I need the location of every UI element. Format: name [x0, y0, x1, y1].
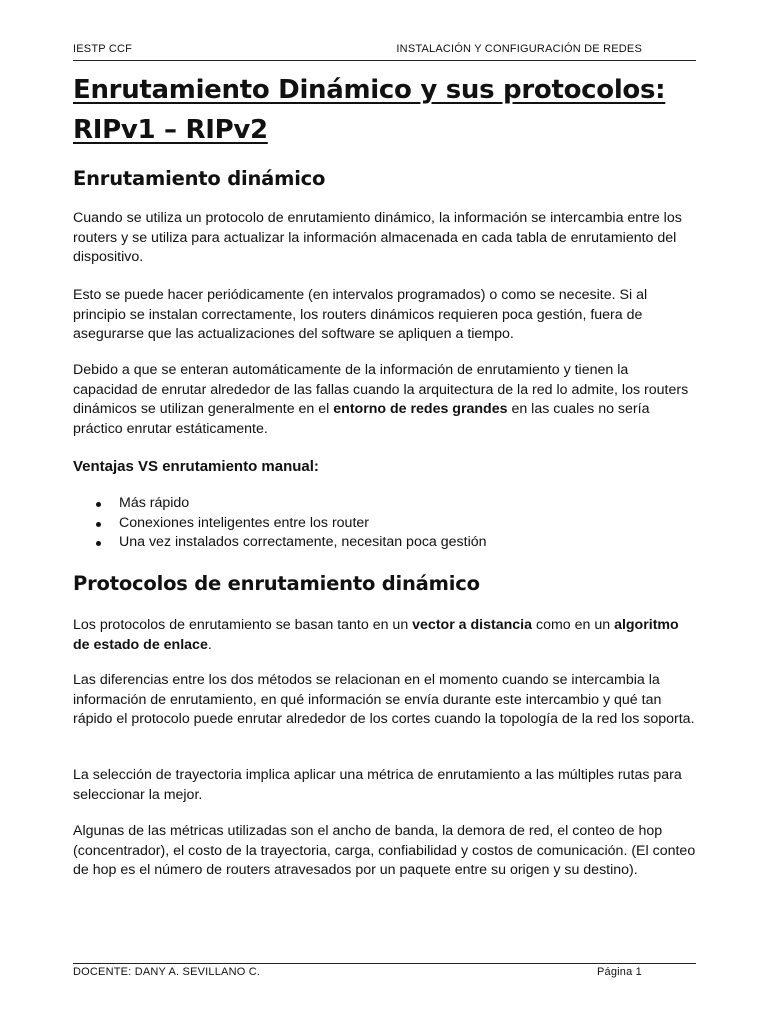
list-item: [73, 533, 487, 553]
paragraph-protocol-types-text-c: .: [207, 636, 212, 653]
list-item-text: Conexiones inteligentes entre los router: [119, 514, 370, 531]
paragraph-protocol-types-text-a: Los protocolos de enrutamiento se basan tanto en un: [73, 617, 413, 633]
bullet-icon: [96, 522, 101, 527]
vector-distancia-term: vector a distancia: [412, 617, 533, 633]
list-item-text: Más rápido: [119, 495, 190, 511]
document-page: [73, 0, 696, 1024]
footer-divider: [73, 963, 696, 964]
paragraph-large-networks-text-a: Debido a que se enteran automáticamente de la información de enrutamiento y tienen la capacidad de enrutar alrededor de las fallas cuando la arquitectura de la red lo admite, los routers dinámicos se utilizan generalmente en el: [73, 362, 689, 417]
bullet-icon: [96, 541, 101, 546]
section-heading-enrutamiento-dinamico: Enrutamiento dinámico: [73, 167, 326, 190]
header-course: INSTALACIÓN Y CONFIGURACIÓN DE REDES: [396, 43, 642, 55]
paragraph-metrics: Algunas de las métricas utilizadas son el ancho de banda, la demora de red, el conteo de hop (concentrador), el costo de la trayectoria, carga, confiabilidad y costos de comunicación. (El conteo de hop es el número de routers atravesados por un paquete entre su origen y su destino).: [73, 823, 696, 878]
paragraph-protocol-types-text-b: como en un: [532, 617, 615, 633]
page-title: [73, 70, 696, 150]
paragraph-large-networks: [73, 361, 696, 439]
paragraph-periodic: Esto se puede hacer periódicamente (en intervalos programados) o como se necesite. Si al principio se instalan correctamente, los routers dinámicos requieren poca gestión, fuera de asegurarse que las actualizaciones del software se apliquen a tiempo.: [73, 287, 648, 342]
paragraph-protocol-types: [73, 616, 696, 655]
page-title-line1: Enrutamiento Dinámico y sus protocolos:: [73, 75, 666, 105]
list-item: [73, 494, 487, 514]
footer-teacher: DOCENTE: DANY A. SEVILLANO C.: [73, 966, 261, 978]
bullet-icon: [96, 502, 101, 507]
page-title-line2: RIPv1 – RIPv2: [73, 115, 268, 145]
estado-enlace-term: algoritmo de estado de enlace: [73, 617, 679, 653]
footer-page-number: Página 1: [596, 966, 642, 978]
subheading-ventajas: Ventajas VS enrutamiento manual:: [73, 458, 319, 475]
header-divider: [73, 60, 696, 61]
paragraph-intro: Cuando se utiliza un protocolo de enrutamiento dinámico, la información se intercambia entre los routers y se utiliza para actualizar la información almacenada en cada tabla de enrutamiento del dispositivo.: [73, 210, 682, 265]
paragraph-large-networks-text-b: en las cuales no sería práctico enrutar estáticamente.: [73, 401, 650, 437]
paragraph-large-networks-bold: entorno de redes grandes: [333, 401, 508, 417]
header-institution: IESTP CCF: [73, 43, 133, 55]
paragraph-path-selection: La selección de trayectoria implica aplicar una métrica de enrutamiento a las múltiples rutas para seleccionar la mejor.: [73, 767, 682, 803]
paragraph-differences: Las diferencias entre los dos métodos se relacionan en el momento cuando se intercambia la información de enrutamiento, en qué información se envía durante este intercambio y qué tan rápido el protocolo puede enrutar alrededor de los cortes cuando la topología de la red los soporta.: [73, 672, 695, 727]
advantages-list: [73, 494, 487, 553]
list-item-text: Una vez instalados correctamente, necesitan poca gestión: [119, 534, 487, 551]
section-heading-protocolos: Protocolos de enrutamiento dinámico: [73, 572, 480, 595]
list-item: [73, 514, 487, 534]
